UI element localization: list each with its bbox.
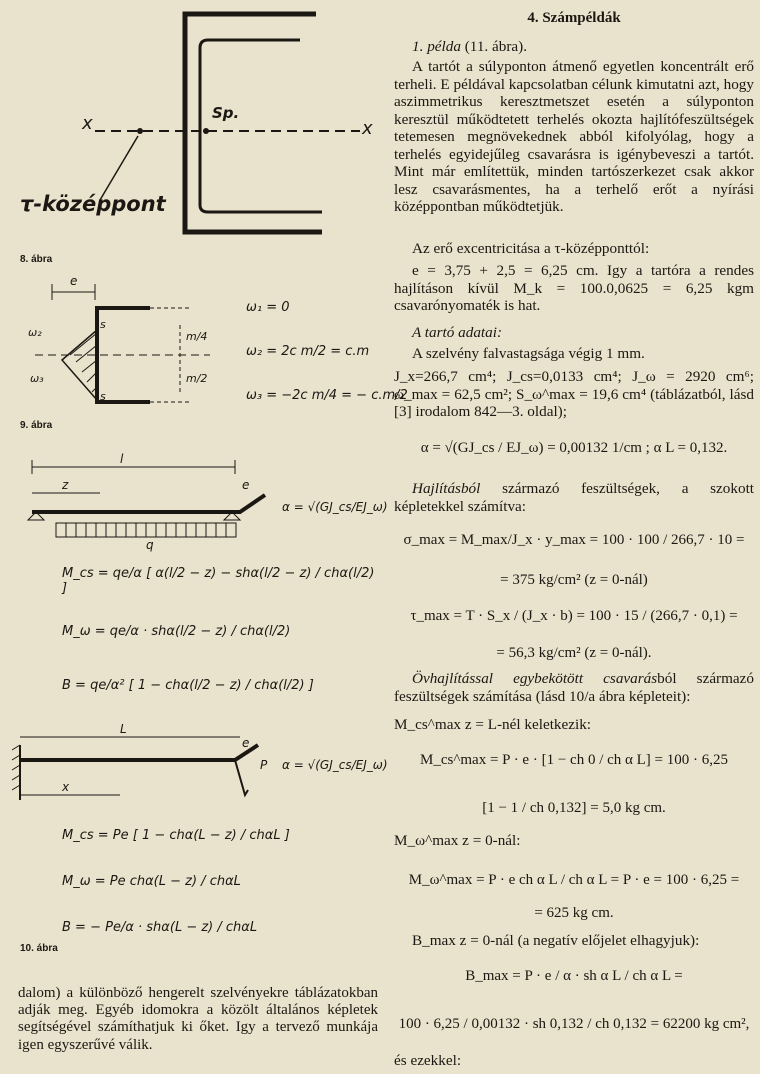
fig10b-alpha: α = √(GJ_cs/EJ_ω) [282,758,388,772]
mcs-at: M_cs^max z = L-nél keletkezik: [394,716,592,733]
fig10a-b: B = qe/α² [ 1 − chα(l/2 − z) / chα(l/2) ] [62,678,314,693]
fig9-m4: m/4 [186,330,208,343]
data-title: A tartó adatai: [412,324,503,341]
fig10b-l: L [120,722,127,736]
alpha-equation: α = √(GJ_cs / EJ_ω) = 0,00132 1/cm ; α L = 0,132. [420,440,728,456]
fig9-w2: ω₂ [28,326,42,339]
fig10b-mw: M_ω = Pe chα(L − z) / chαL [62,874,241,889]
centroid-dot [203,128,209,134]
torsion-intro: Övhajlítással egybekötött csavarásból származó feszültségek számítása (lásd 10/a ábra képleteit): [394,670,755,705]
fig10a-e: e [242,478,250,492]
example-line: 1. példa (11. ábra). [412,38,527,55]
bending-intro: Hajlításból származó feszültségek, a szokott képletekkel számítva: [394,480,755,515]
paragraph-intro: A tartót a súlyponton átmenő egyetlen koncentrált erő terheli. E példával kapcsolatban célunk kimutatni azt, hogy aszimmetrikus keresztmetszet esetén a súlyponton keresztül működtetett terhelés okozta hajlítófeszültségek tetemesen megnövekednek abból kifolyólag, hogy a terhelés egyidejűleg csavarásra is igénybeveszi a tartót. Mint már említettük, minden tartószerkezet csak akkor lesz csavarásmentes, ha a terhelő erőt a nyírási középpontban működtetjük. [394,58,754,215]
mcs-formula: M_cs^max = P · e · [1 − ch 0 / ch α L] = 100 · 6,25 [420,752,728,768]
fig10a-q: q [146,538,154,552]
tau-center-dot [137,128,143,134]
fig8-channel-section [185,14,322,232]
tau-formula: τ_max = T · S_x / (J_x · b) = 100 · 15 / (266,7 · 0,1) = [410,608,738,624]
fig10b-e: e [242,736,250,750]
b-at: B_max z = 0-nál (a negatív előjelet elhagyjuk): [412,932,700,949]
mw-result: = 625 kg cm. [534,905,614,921]
fig9-s2: s [100,390,106,403]
fig10b-cantilever [12,737,258,800]
b-result: 100 · 6,25 / 0,00132 · sh 0,132 / ch 0,132 = 62200 kg cm², [398,1016,750,1032]
fig8-tau-label: τ-középpont [20,192,166,216]
tau-result: = 56,3 kg/cm² (z = 0-nál). [496,645,652,661]
b-formula: B_max = P · e / α · sh α L / ch α L = [465,968,683,984]
fig8-sp-label: Sp. [212,104,240,122]
closing-text: és ezekkel: [394,1052,462,1069]
fig9-diagram [35,284,210,402]
fig9-e: e [70,274,78,288]
paragraph-wall: A szelvény falvastagsága végig 1 mm. [412,345,645,362]
fig9-m2: m/2 [186,372,208,385]
fig10b-x: x [62,780,70,794]
fig10b-b: B = − Pe/α · shα(L − z) / chαL [62,920,258,935]
fig10a-l: l [120,452,124,466]
fig10a-mcs: M_cs = qe/α [ α(l/2 − z) − shα(l/2 − z) / chα(l/2) ] [62,566,375,596]
fig8-x-left: x [82,113,93,134]
fig9-eq3: ω₃ = −2c m/4 = − c.m/2 [246,388,408,403]
fig10b-mcs: M_cs = Pe [ 1 − chα(L − z) / chαL ] [62,828,290,843]
fig9-caption: 9. ábra [20,420,53,431]
section-heading: 4. Számpéldák [527,10,621,26]
paragraph-section-props: J_x=266,7 cm⁴; J_cs=0,0133 cm⁴; J_ω = 2920 cm⁶; ω_max = 62,5 cm²; S_ω^max = 19,6 cm⁴ (táblázatból, lásd [3] irodalom 842—3. oldal); [394,368,754,420]
fig8-x-right: x [362,118,373,139]
mw-at: M_ω^max z = 0-nál: [394,832,521,849]
fig9-w3: ω₃ [30,372,44,385]
fig10a-beam [28,460,265,537]
fig10a-alpha: α = √(GJ_cs/EJ_ω) [282,500,388,514]
fig9-eq2: ω₂ = 2c m/2 = c.m [246,344,370,359]
fig9-s1: s [100,318,106,331]
fig8-caption: 8. ábra [20,254,53,265]
sigma-result: = 375 kg/cm² (z = 0-nál) [500,572,648,588]
mw-formula: M_ω^max = P · e ch α L / ch α L = P · e = 100 · 6,25 = [408,872,740,888]
sigma-formula: σ_max = M_max/J_x · y_max = 100 · 100 / 266,7 · 10 = [403,532,745,548]
paragraph-e-value: e = 3,75 + 2,5 = 6,25 cm. Igy a tartóra a rendes hajlításon kívül M_k = 100.0,0625 = 6,25 kgm csavarónyomaték is hat. [394,262,754,314]
fig9-eq1: ω₁ = 0 [246,300,290,315]
fig10b-p: P [260,758,268,772]
fig10a-z: z [62,478,69,492]
left-body-text: dalom) a különböző hengerelt szelvényekre táblázatokban adják meg. Egyéb idomokra a közölt általános képletek segítségével számíthatjuk ki őket. Igy a tervező munkája igen egyszerűvé válik. [18,985,378,1053]
mcs-result: [1 − 1 / ch 0,132] = 5,0 kg cm. [482,800,666,816]
fig10-caption: 10. ábra [20,943,58,954]
paragraph-excentricity: Az erő excentricitása a τ-középponttól: [412,240,650,257]
fig10a-mw: M_ω = qe/α · shα(l/2 − z) / chα(l/2) [62,624,291,639]
